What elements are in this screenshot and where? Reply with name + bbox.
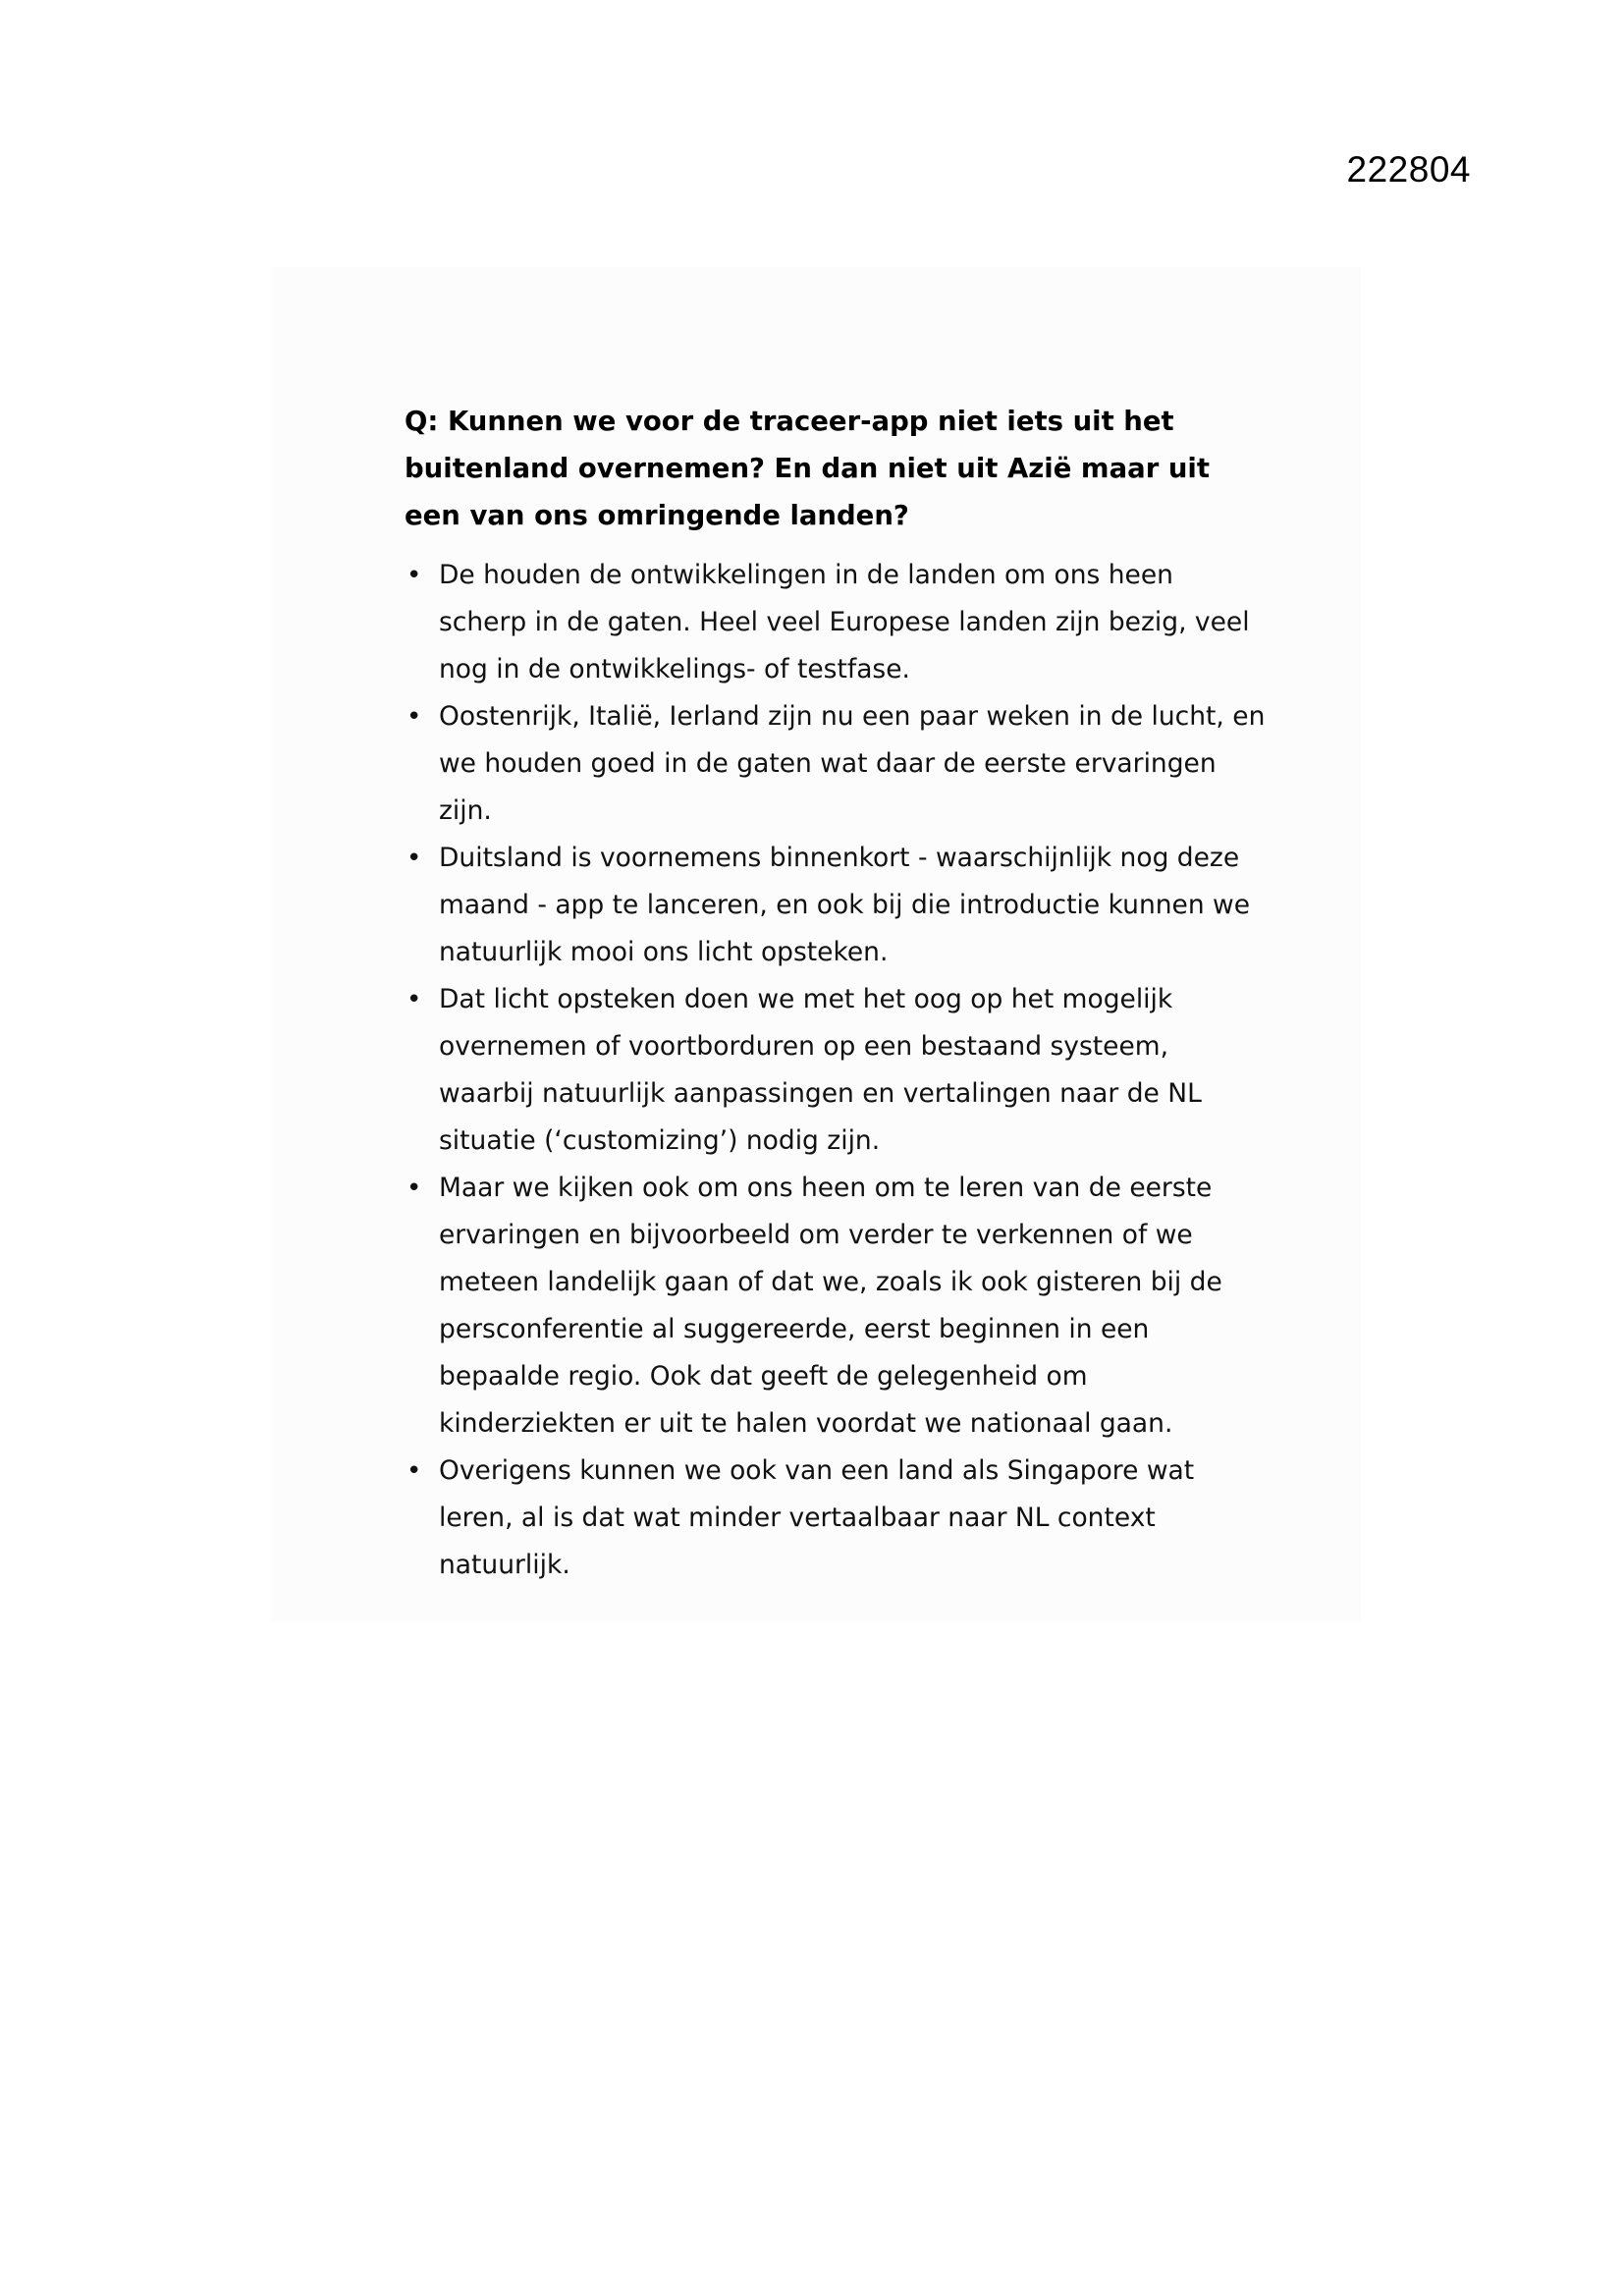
answer-text: Overigens kunnen we ook van een land als Singapore wat leren, al is dat wat minder vertaalbaar naar NL context natuurlijk.: [439, 1455, 1195, 1580]
answer-item: [405, 1448, 1269, 1589]
bullet-icon: •: [406, 1456, 422, 1486]
bullet-icon: •: [406, 561, 422, 590]
bullet-icon: •: [406, 844, 422, 873]
answer-item: [405, 1165, 1269, 1448]
answer-item: [405, 693, 1269, 835]
answer-item: [405, 835, 1269, 976]
answer-list: [405, 552, 1269, 1589]
bullet-icon: •: [406, 702, 422, 732]
question-text: Q: Kunnen we voor de traceer-app niet iets uit het buitenland overnemen? En dan niet uit Azië maar uit een van ons omringende landen?: [405, 406, 1210, 531]
document-number: 222804: [1346, 149, 1471, 190]
answer-text: Maar we kijken ook om ons heen om te leren van de eerste ervaringen en bijvoorbeeld om verder te verkennen of we meteen landelijk gaan of dat we, zoals ik ook gisteren bij de persconferentie al suggereerde, eerst beginnen in een bepaalde regio. Ook dat geeft de gelegenheid om kinderziekten er uit te halen voordat we nationaal gaan.: [439, 1173, 1222, 1439]
answer-text: Oostenrijk, Italië, Ierland zijn nu een paar weken in de lucht, en we houden goed in de gaten wat daar de eerste ervaringen zijn.: [439, 701, 1266, 826]
document-body: [405, 398, 1269, 1589]
answer-text: Dat licht opsteken doen we met het oog op het mogelijk overnemen of voortborduren op een bestaand systeem, waarbij natuurlijk aanpassingen en vertalingen naar de NL situatie (‘customizing’) nodig zijn.: [439, 984, 1202, 1156]
bullet-icon: •: [406, 985, 422, 1014]
answer-item: [405, 976, 1269, 1165]
answer-text: Duitsland is voornemens binnenkort - waarschijnlijk nog deze maand - app te lanceren, en ook bij die introductie kunnen we natuurlijk mooi ons licht opsteken.: [439, 843, 1251, 967]
answer-text: De houden de ontwikkelingen in de landen om ons heen scherp in de gaten. Heel veel Europese landen zijn bezig, veel nog in de ontwikkelings- of testfase.: [439, 560, 1250, 684]
answer-item: [405, 552, 1269, 693]
bullet-icon: •: [406, 1174, 422, 1203]
